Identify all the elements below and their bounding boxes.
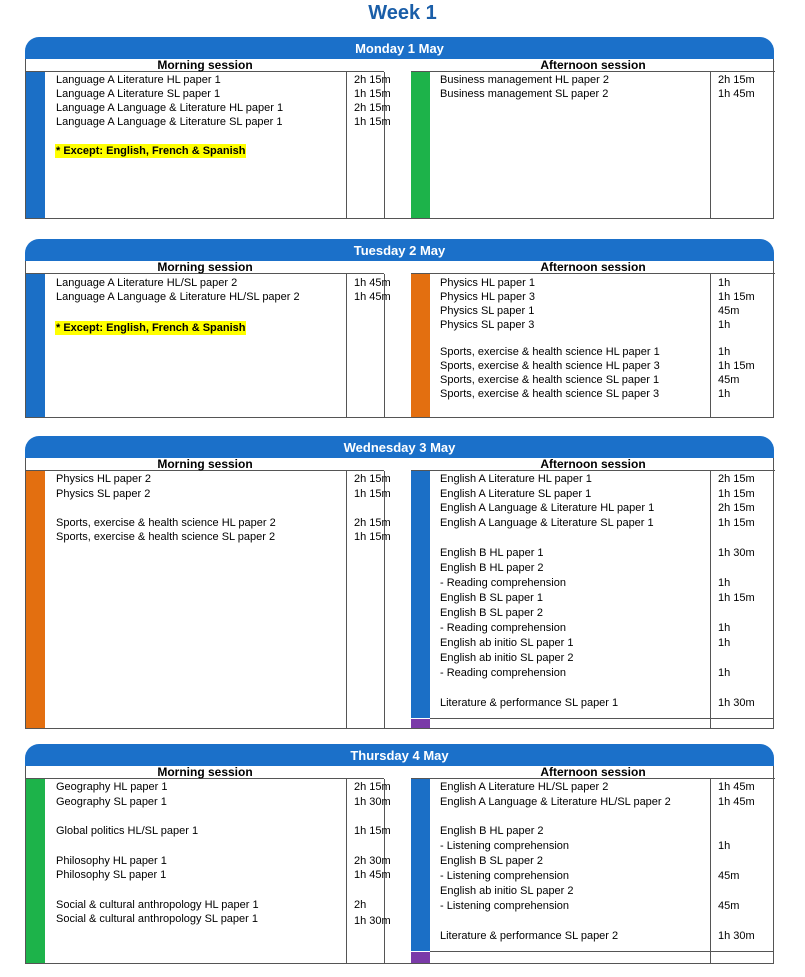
- exam-duration: 1h 15m: [354, 825, 391, 837]
- divider: [346, 274, 347, 417]
- exam-name: Sports, exercise & health science HL paper 1: [440, 346, 660, 358]
- exam-duration: 1h: [718, 667, 731, 679]
- afternoon-session-header: Afternoon session: [411, 261, 775, 274]
- day-tuesday: [25, 239, 774, 418]
- exam-name: English A Literature HL/SL paper 2: [440, 781, 609, 793]
- day-header: Thursday 4 May: [25, 744, 774, 766]
- exam-name: Business management HL paper 2: [440, 74, 609, 86]
- exam-name: English B SL paper 2: [440, 855, 543, 867]
- exam-duration: 1h 30m: [354, 796, 391, 808]
- exam-duration: 1h 15m: [718, 517, 755, 529]
- exam-name: Language A Literature SL paper 1: [56, 88, 221, 100]
- exam-duration: 1h: [718, 319, 731, 331]
- subject-color-bar: [26, 274, 45, 417]
- day-header: Tuesday 2 May: [25, 239, 774, 261]
- divider: [710, 72, 711, 218]
- exam-name: English B HL paper 2: [440, 825, 544, 837]
- exam-duration: 45m: [718, 900, 740, 912]
- exam-name: English B HL paper 2: [440, 562, 544, 574]
- exam-name: English B SL paper 2: [440, 607, 543, 619]
- exam-duration: 1h: [718, 577, 731, 589]
- exam-name: - Reading comprehension: [440, 577, 566, 589]
- exam-duration: 2h 30m: [354, 855, 391, 867]
- exam-name: English A Language & Literature HL paper 1: [440, 502, 655, 514]
- day-body: [25, 59, 774, 219]
- exam-name: - Listening comprehension: [440, 900, 570, 912]
- afternoon-session-header: Afternoon session: [411, 766, 775, 779]
- day-header: Monday 1 May: [25, 37, 774, 59]
- exam-name: English A Literature HL paper 1: [440, 473, 592, 485]
- exam-duration: 1h 30m: [354, 915, 391, 927]
- exam-name: Sports, exercise & health science SL paper 1: [440, 374, 660, 386]
- exam-name: Social & cultural anthropology SL paper 1: [56, 913, 258, 925]
- exam-duration: 1h: [718, 388, 731, 400]
- exam-duration: 1h: [718, 277, 731, 289]
- exam-name: Physics HL paper 3: [440, 291, 535, 303]
- exam-name: Literature & performance SL paper 1: [440, 697, 619, 709]
- morning-session-header: Morning session: [26, 59, 384, 72]
- exam-duration: 1h 45m: [354, 277, 391, 289]
- exam-name: Physics HL paper 1: [440, 277, 535, 289]
- exam-name: Physics HL paper 2: [56, 473, 151, 485]
- exam-name: Physics SL paper 1: [440, 305, 535, 317]
- exam-name: English ab initio SL paper 1: [440, 637, 574, 649]
- exam-duration: 45m: [718, 374, 740, 386]
- exam-name: Sports, exercise & health science SL paper 2: [56, 531, 276, 543]
- exam-name: Physics SL paper 2: [56, 488, 151, 500]
- exam-duration: 1h: [718, 622, 731, 634]
- exam-duration: 1h: [718, 840, 731, 852]
- exam-duration: 1h 15m: [354, 488, 391, 500]
- exam-duration: 1h 15m: [718, 592, 755, 604]
- exam-name: Language A Literature HL paper 1: [56, 74, 221, 86]
- exam-duration: 1h 30m: [718, 930, 755, 942]
- exam-name: Language A Language & Literature HL paper 1: [56, 102, 284, 114]
- exam-name: English A Literature SL paper 1: [440, 488, 592, 500]
- exam-duration: 1h 45m: [718, 88, 755, 100]
- exam-name: - Reading comprehension: [440, 622, 566, 634]
- exam-name: Philosophy HL paper 1: [56, 855, 167, 867]
- exam-name: Language A Language & Literature SL paper 1: [56, 116, 283, 128]
- exam-name: English ab initio SL paper 2: [440, 885, 574, 897]
- page-title: Week 1: [368, 2, 437, 24]
- exam-name: Physics SL paper 3: [440, 319, 535, 331]
- morning-session-header: Morning session: [26, 766, 384, 779]
- exam-duration: 2h: [354, 899, 367, 911]
- exam-name: - Reading comprehension: [440, 667, 566, 679]
- morning-session-header: Morning session: [26, 261, 384, 274]
- exam-name: Philosophy SL paper 1: [56, 869, 167, 881]
- divider: [430, 718, 773, 719]
- subject-color-bar: [411, 274, 430, 417]
- exam-name: Global politics HL/SL paper 1: [56, 825, 199, 837]
- exam-duration: 1h 30m: [718, 547, 755, 559]
- exam-duration: 1h 45m: [718, 796, 755, 808]
- exam-duration: 1h: [718, 346, 731, 358]
- subject-color-bar: [26, 72, 45, 218]
- exam-name: Language A Language & Literature HL/SL paper 2: [56, 291, 300, 303]
- exam-name: Language A Literature HL/SL paper 2: [56, 277, 238, 289]
- exam-name: Literature & performance SL paper 2: [440, 930, 619, 942]
- divider: [346, 72, 347, 218]
- exception-note: * Except: English, French & Spanish: [56, 322, 246, 334]
- subject-color-bar: [411, 72, 430, 218]
- day-body: [25, 261, 774, 418]
- day-header: Wednesday 3 May: [25, 436, 774, 458]
- afternoon-session-header: Afternoon session: [411, 59, 775, 72]
- exam-duration: 1h 15m: [718, 488, 755, 500]
- morning-session-header: Morning session: [26, 458, 384, 471]
- divider: [710, 274, 711, 417]
- exam-duration: 2h 15m: [354, 74, 391, 86]
- exam-duration: 2h 15m: [354, 102, 391, 114]
- exam-duration: 1h 45m: [718, 781, 755, 793]
- exam-name: Sports, exercise & health science SL paper 3: [440, 388, 660, 400]
- exam-name: Geography SL paper 1: [56, 796, 167, 808]
- exam-duration: 1h: [718, 637, 731, 649]
- exam-duration: 45m: [718, 305, 740, 317]
- divider: [384, 471, 385, 728]
- divider: [710, 779, 711, 963]
- subject-color-bar: [411, 471, 430, 718]
- exam-duration: 1h 15m: [354, 531, 391, 543]
- day-wednesday: [25, 436, 774, 729]
- exam-name: Geography HL paper 1: [56, 781, 168, 793]
- exception-note: * Except: English, French & Spanish: [56, 145, 246, 157]
- exam-name: English B SL paper 1: [440, 592, 543, 604]
- subject-color-bar: [411, 779, 430, 951]
- exam-name: Social & cultural anthropology HL paper 1: [56, 899, 259, 911]
- day-body: [25, 458, 774, 729]
- divider: [346, 779, 347, 963]
- exam-duration: 2h 15m: [718, 473, 755, 485]
- exam-duration: 45m: [718, 870, 740, 882]
- exam-duration: 1h 15m: [354, 116, 391, 128]
- subject-color-bar: [411, 719, 430, 728]
- subject-color-bar: [26, 471, 45, 728]
- exam-name: - Listening comprehension: [440, 870, 570, 882]
- afternoon-session-header: Afternoon session: [411, 458, 775, 471]
- exam-name: Business management SL paper 2: [440, 88, 609, 100]
- exam-duration: 1h 15m: [354, 88, 391, 100]
- exam-duration: 1h 30m: [718, 697, 755, 709]
- subject-color-bar: [411, 952, 430, 963]
- exam-duration: 2h 15m: [354, 781, 391, 793]
- divider: [710, 471, 711, 728]
- subject-color-bar: [26, 779, 45, 963]
- exam-duration: 2h 15m: [354, 473, 391, 485]
- exam-duration: 1h 15m: [718, 360, 755, 372]
- day-thursday: [25, 744, 774, 964]
- exam-name: English A Language & Literature HL/SL paper 2: [440, 796, 671, 808]
- exam-name: English A Language & Literature SL paper 1: [440, 517, 654, 529]
- day-monday: [25, 37, 774, 219]
- exam-duration: 2h 15m: [718, 74, 755, 86]
- exam-duration: 1h 15m: [718, 291, 755, 303]
- exam-duration: 1h 45m: [354, 291, 391, 303]
- exam-duration: 1h 45m: [354, 869, 391, 881]
- exam-name: English ab initio SL paper 2: [440, 652, 574, 664]
- day-body: [25, 766, 774, 964]
- exam-duration: 2h 15m: [718, 502, 755, 514]
- exam-name: - Listening comprehension: [440, 840, 570, 852]
- divider: [346, 471, 347, 728]
- divider: [430, 951, 773, 952]
- exam-name: Sports, exercise & health science HL paper 3: [440, 360, 660, 372]
- exam-name: English B HL paper 1: [440, 547, 544, 559]
- exam-name: Sports, exercise & health science HL paper 2: [56, 517, 276, 529]
- exam-duration: 2h 15m: [354, 517, 391, 529]
